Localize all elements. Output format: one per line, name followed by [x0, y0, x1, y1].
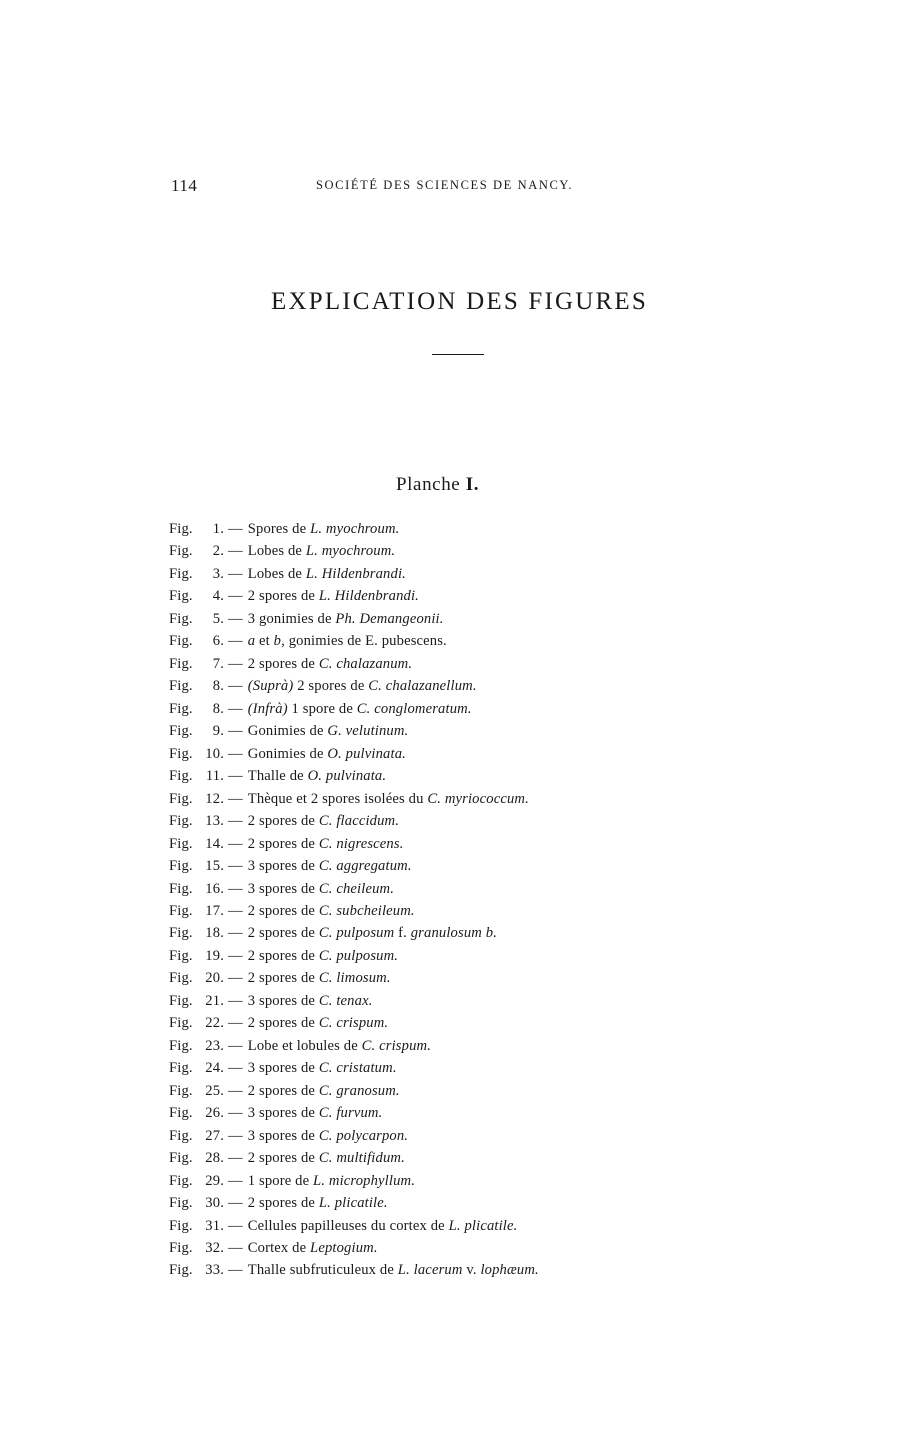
figure-entry	[169, 1102, 539, 1124]
figure-text-after: f.	[394, 925, 411, 942]
figure-entry	[169, 743, 539, 765]
figure-dash: —	[228, 790, 243, 807]
figure-taxon: L. plicatile.	[318, 1195, 388, 1212]
figure-number: 9.	[212, 723, 224, 740]
figure-entry	[169, 585, 539, 607]
figure-number: 1.	[212, 521, 224, 537]
figure-text: Lobes de	[247, 565, 306, 582]
figure-text-after: 2 spores de	[293, 678, 369, 695]
figure-dash: —	[228, 1082, 243, 1099]
figure-text: 2 spores de	[247, 970, 319, 987]
figure-number: 30.	[205, 1195, 224, 1212]
figure-text: 2 spores de	[247, 1082, 319, 1099]
figure-entry	[169, 1170, 539, 1192]
figure-taxon: C. multifidum.	[318, 1150, 405, 1167]
figure-entry	[169, 540, 539, 562]
figure-text: 2 spores de	[247, 947, 319, 964]
figure-entry	[169, 518, 539, 540]
figure-dash: —	[228, 1150, 243, 1167]
figure-taxon: C. nigrescens.	[318, 835, 404, 852]
figure-text: 2 spores de	[247, 925, 319, 942]
figure-taxon: (Infrà)	[247, 700, 288, 717]
figure-text: Spores de	[247, 521, 311, 537]
figure-taxon: C. polycarpon.	[318, 1127, 409, 1144]
figure-text: 2 spores de	[247, 902, 319, 919]
figure-dash: —	[228, 1240, 243, 1256]
figure-number: 10.	[205, 745, 224, 762]
figure-label: Fig.	[169, 768, 193, 785]
figure-number: 29.	[205, 1172, 224, 1189]
figure-dash: —	[228, 835, 243, 852]
figure-text: Thalle subfruticuleux de	[247, 1262, 398, 1279]
figure-number: 16.	[205, 880, 224, 897]
figure-text: Thèque et 2 spores isolées du	[247, 790, 428, 807]
figure-number: 19.	[205, 947, 224, 964]
figure-taxon: C. cristatum.	[318, 1060, 397, 1077]
figure-label: Fig.	[169, 633, 193, 650]
figure-label: Fig.	[169, 1172, 193, 1189]
figure-label: Fig.	[169, 835, 193, 852]
figure-dash: —	[228, 947, 243, 964]
figure-number: 13.	[205, 813, 224, 830]
figure-dash: —	[228, 1015, 243, 1032]
figure-taxon: C. myriococcum.	[427, 790, 529, 807]
figure-text: Lobes de	[247, 543, 306, 560]
figure-dash: —	[228, 521, 243, 537]
figure-text: Thalle de	[247, 768, 308, 785]
figure-entry	[169, 1080, 539, 1102]
figure-text: Cortex de	[247, 1240, 311, 1256]
figure-dash: —	[228, 678, 243, 695]
section-label: Planche	[396, 474, 461, 495]
figure-number: 6.	[212, 633, 224, 650]
figure-entry	[169, 990, 539, 1012]
figure-entry	[169, 720, 539, 742]
figure-text-tail: gonimies de E. pubescens.	[284, 633, 447, 650]
figure-taxon: L. Hildenbrandi.	[305, 565, 406, 582]
figure-number: 32.	[205, 1240, 224, 1256]
figure-number: 17.	[205, 902, 224, 919]
figure-text: 2 spores de	[247, 835, 319, 852]
figure-taxon-second: lophæum.	[480, 1262, 539, 1279]
figure-entry	[169, 1259, 539, 1281]
figure-label: Fig.	[169, 925, 193, 942]
figure-dash: —	[228, 925, 243, 942]
figure-dash: —	[228, 813, 243, 830]
figure-number: 11.	[205, 768, 224, 785]
figure-number: 4.	[212, 588, 224, 605]
figure-number: 26.	[205, 1105, 224, 1122]
figure-dash: —	[228, 543, 243, 560]
figure-list	[169, 518, 539, 1282]
figure-taxon: (Suprà)	[247, 678, 294, 695]
figure-number: 2.	[212, 543, 224, 560]
section-numeral: I.	[465, 474, 480, 495]
figure-dash: —	[228, 1060, 243, 1077]
page-number: 114	[171, 176, 198, 195]
figure-label: Fig.	[169, 678, 193, 695]
figure-dash: —	[228, 880, 243, 897]
figure-label: Fig.	[169, 543, 193, 560]
figure-label: Fig.	[169, 858, 193, 875]
figure-text: 2 spores de	[247, 655, 319, 672]
figure-number: 8.	[212, 700, 224, 717]
figure-label: Fig.	[169, 880, 193, 897]
figure-number: 31.	[205, 1217, 224, 1234]
figure-number: 20.	[205, 970, 224, 987]
figure-entry	[169, 1125, 539, 1147]
figure-number: 22.	[205, 1015, 224, 1032]
figure-entry	[169, 1057, 539, 1079]
figure-entry	[169, 1035, 539, 1057]
figure-dash: —	[228, 768, 243, 785]
figure-taxon: O. pulvinata.	[307, 768, 387, 785]
figure-label: Fig.	[169, 745, 193, 762]
figure-text-after: 1 spore de	[287, 700, 357, 717]
figure-taxon: L. microphyllum.	[313, 1172, 416, 1189]
figure-dash: —	[228, 902, 243, 919]
figure-label: Fig.	[169, 1217, 193, 1234]
figure-dash: —	[228, 610, 243, 627]
figure-label: Fig.	[169, 1195, 193, 1212]
figure-dash: —	[228, 1172, 243, 1189]
figure-entry	[169, 810, 539, 832]
figure-label: Fig.	[169, 902, 193, 919]
figure-number: 12.	[205, 790, 224, 807]
figure-text: 2 spores de	[247, 1195, 319, 1212]
figure-taxon: C. subcheileum.	[318, 902, 415, 919]
figure-label: Fig.	[169, 790, 193, 807]
figure-entry	[169, 608, 539, 630]
figure-text: 3 spores de	[247, 1105, 319, 1122]
figure-taxon: C. aggregatum.	[318, 858, 412, 875]
figure-text: 3 spores de	[247, 858, 319, 875]
figure-label: Fig.	[169, 1060, 193, 1077]
figure-text: 3 spores de	[247, 1127, 319, 1144]
figure-entry	[169, 1012, 539, 1034]
figure-taxon: C. granosum.	[318, 1082, 400, 1099]
figure-entry	[169, 878, 539, 900]
section-heading	[396, 474, 479, 496]
figure-label: Fig.	[169, 1127, 193, 1144]
figure-taxon: Leptogium.	[310, 1240, 378, 1256]
figure-taxon-second: granulosum b.	[410, 925, 497, 942]
figure-label: Fig.	[169, 610, 193, 627]
figure-label: Fig.	[169, 700, 193, 717]
figure-dash: —	[228, 1262, 243, 1279]
figure-dash: —	[228, 655, 243, 672]
figure-number: 27.	[205, 1127, 224, 1144]
figure-label: Fig.	[169, 992, 193, 1009]
figure-taxon: L. Hildenbrandi.	[318, 588, 419, 605]
running-head: SOCIÉTÉ DES SCIENCES DE NANCY.	[316, 178, 574, 192]
figure-label: Fig.	[169, 1150, 193, 1167]
figure-entry	[169, 900, 539, 922]
figure-text: 3 spores de	[247, 880, 319, 897]
figure-text: 2 spores de	[247, 588, 319, 605]
figure-entry	[169, 630, 539, 652]
figure-dash: —	[228, 970, 243, 987]
figure-dash: —	[228, 1127, 243, 1144]
figure-dash: —	[228, 700, 243, 717]
figure-dash: —	[228, 723, 243, 740]
figure-taxon: a	[247, 633, 256, 650]
figure-taxon: G. velutinum.	[327, 723, 409, 740]
figure-taxon-second: C. chalazanellum.	[368, 678, 477, 695]
figure-text: 2 spores de	[247, 1150, 319, 1167]
figure-number: 33.	[205, 1262, 224, 1279]
figure-taxon: C. crispum.	[361, 1037, 432, 1054]
figure-label: Fig.	[169, 1262, 193, 1279]
figure-taxon-second: b,	[273, 633, 285, 650]
figure-taxon: Ph. Demangeonii.	[335, 610, 444, 627]
figure-label: Fig.	[169, 521, 193, 537]
figure-entry	[169, 675, 539, 697]
figure-entry	[169, 855, 539, 877]
figure-entry	[169, 653, 539, 675]
figure-taxon: L. plicatile.	[448, 1217, 518, 1234]
figure-number: 28.	[205, 1150, 224, 1167]
figure-text: 3 gonimies de	[247, 610, 336, 627]
title-rule	[432, 354, 484, 355]
figure-text: 1 spore de	[247, 1172, 314, 1189]
figure-text: 2 spores de	[247, 1015, 319, 1032]
figure-label: Fig.	[169, 1037, 193, 1054]
figure-label: Fig.	[169, 588, 193, 605]
figure-text: Gonimies de	[247, 723, 328, 740]
figure-dash: —	[228, 565, 243, 582]
figure-number: 18.	[205, 925, 224, 942]
figure-entry	[169, 1192, 539, 1214]
figure-taxon: C. pulposum.	[318, 947, 399, 964]
figure-dash: —	[228, 633, 243, 650]
figure-label: Fig.	[169, 813, 193, 830]
figure-taxon-second: C. conglomeratum.	[356, 700, 472, 717]
figure-taxon: C. tenax.	[318, 992, 373, 1009]
figure-taxon: L. lacerum	[397, 1262, 463, 1279]
figure-number: 14.	[205, 835, 224, 852]
figure-entry	[169, 833, 539, 855]
figure-entry	[169, 698, 539, 720]
figure-taxon: O. pulvinata.	[327, 745, 406, 762]
figure-label: Fig.	[169, 970, 193, 987]
figure-label: Fig.	[169, 723, 193, 740]
figure-taxon: L. myochroum.	[305, 543, 396, 560]
figure-label: Fig.	[169, 655, 193, 672]
figure-text: Lobe et lobules de	[247, 1037, 362, 1054]
figure-dash: —	[228, 992, 243, 1009]
figure-text: 3 spores de	[247, 992, 319, 1009]
figure-dash: —	[228, 588, 243, 605]
figure-number: 24.	[205, 1060, 224, 1077]
figure-label: Fig.	[169, 947, 193, 964]
figure-entry	[169, 765, 539, 787]
figure-entry	[169, 945, 539, 967]
figure-dash: —	[228, 858, 243, 875]
figure-text-after: v.	[462, 1262, 481, 1279]
figure-entry	[169, 1215, 539, 1237]
figure-taxon: C. furvum.	[318, 1105, 383, 1122]
figure-number: 8.	[212, 678, 224, 695]
figure-entry	[169, 563, 539, 585]
figure-number: 7.	[212, 655, 224, 672]
figure-taxon: C. chalazanum.	[318, 655, 413, 672]
figure-dash: —	[228, 1037, 243, 1054]
figure-number: 3.	[212, 565, 224, 582]
figure-number: 23.	[205, 1037, 224, 1054]
figure-taxon: C. flaccidum.	[318, 813, 400, 830]
figure-dash: —	[228, 1195, 243, 1212]
figure-entry	[169, 1147, 539, 1169]
figure-label: Fig.	[169, 565, 193, 582]
figure-taxon: L. myochroum.	[310, 521, 400, 537]
figure-label: Fig.	[169, 1240, 193, 1256]
figure-taxon: C. crispum.	[318, 1015, 389, 1032]
figure-text: Gonimies de	[247, 745, 328, 762]
figure-dash: —	[228, 1105, 243, 1122]
figure-entry	[169, 1237, 539, 1259]
figure-entry	[169, 788, 539, 810]
figure-label: Fig.	[169, 1105, 193, 1122]
page-title: EXPLICATION DES FIGURES	[270, 288, 648, 315]
figure-number: 25.	[205, 1082, 224, 1099]
figure-text: Cellules papilleuses du cortex de	[247, 1217, 449, 1234]
figure-label: Fig.	[169, 1015, 193, 1032]
figure-dash: —	[228, 745, 243, 762]
figure-entry	[169, 922, 539, 944]
figure-label: Fig.	[169, 1082, 193, 1099]
figure-text: 3 spores de	[247, 1060, 319, 1077]
figure-number: 15.	[205, 858, 224, 875]
figure-dash: —	[228, 1217, 243, 1234]
figure-text-after: et	[255, 633, 274, 650]
figure-taxon: C. cheileum.	[318, 880, 395, 897]
figure-entry	[169, 967, 539, 989]
figure-number: 21.	[205, 992, 224, 1009]
figure-taxon: C. pulposum	[318, 925, 395, 942]
figure-text: 2 spores de	[247, 813, 319, 830]
figure-number: 5.	[212, 610, 224, 627]
figure-taxon: C. limosum.	[318, 970, 391, 987]
